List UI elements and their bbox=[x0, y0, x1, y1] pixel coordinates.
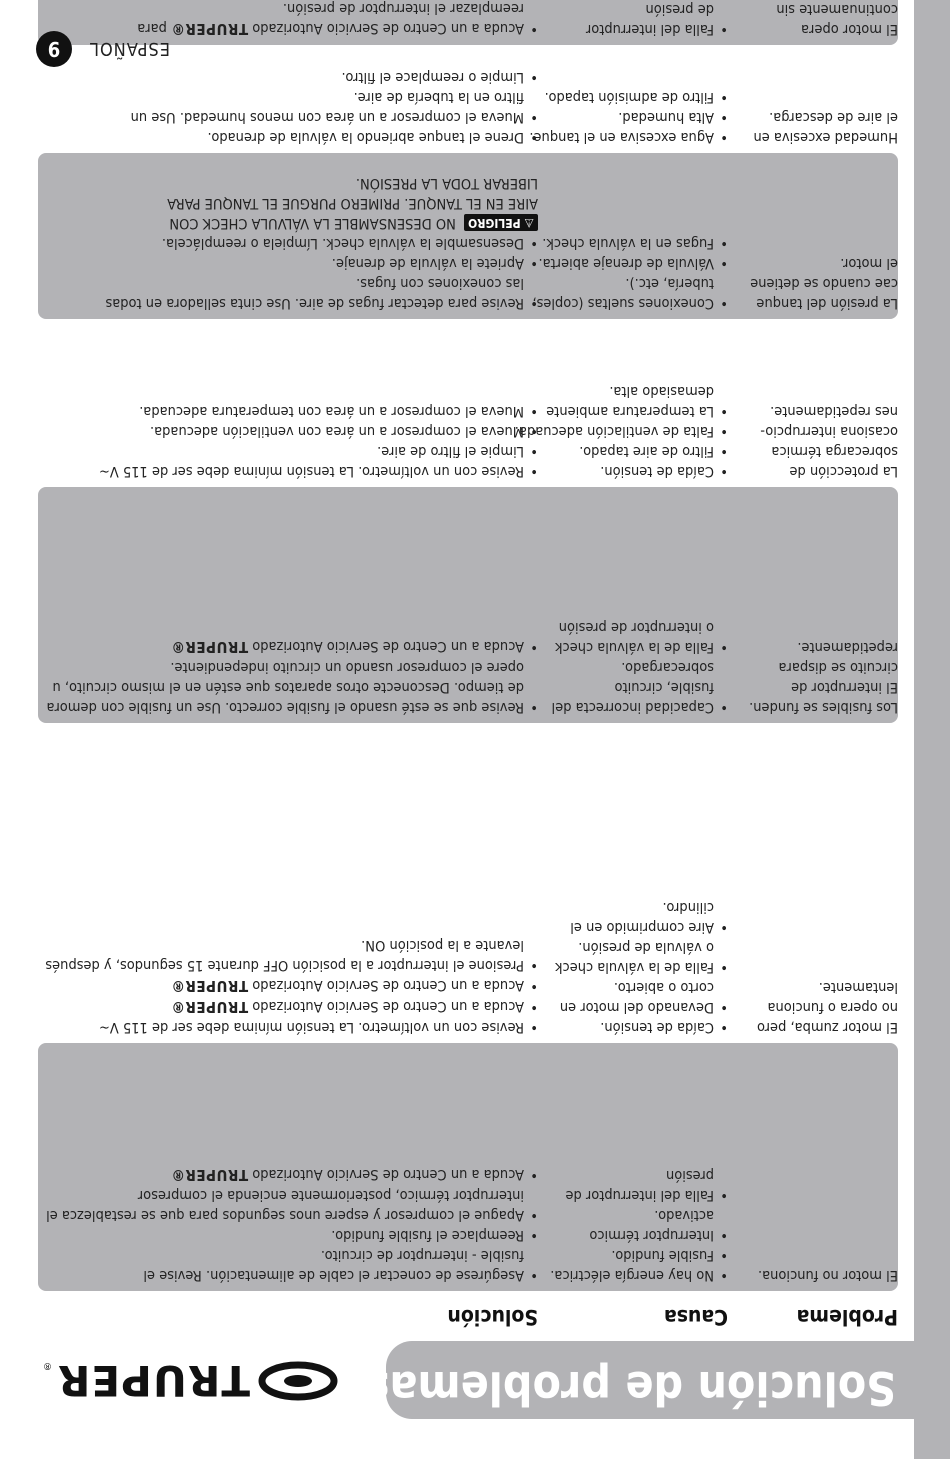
title-band bbox=[364, 1341, 914, 1419]
cause-text: cilindro. bbox=[662, 899, 714, 915]
solution-cell bbox=[40, 401, 538, 481]
cause-text: • Caída de tensión. bbox=[600, 463, 714, 479]
page-number: 9 bbox=[36, 31, 72, 67]
cause-cell bbox=[529, 87, 728, 147]
solution-text: • Mueva el compresor a un área con ventilación adecuada. bbox=[150, 423, 524, 439]
solution-text: • Revise con un voltímetro. La tensión mínima debe ser de 115 V~ bbox=[98, 463, 524, 479]
cause-text: • Filtro de aire tapado. bbox=[579, 443, 714, 459]
solution-text: • Acuda a un Centro de Servicio Autorizado TRUPER® bbox=[171, 638, 524, 656]
cause-cell bbox=[514, 381, 728, 481]
cause-item bbox=[550, 461, 728, 481]
cause-text: demasiado alta. bbox=[609, 383, 714, 399]
solution-text: • Apague el compresor y espere unos segundos para que se restablezca el bbox=[46, 1207, 524, 1223]
cause-text: • Falla del interruptor bbox=[585, 21, 714, 37]
problem-text: El interruptor de bbox=[791, 679, 898, 695]
cause-text: tubería, etc.). bbox=[625, 275, 714, 291]
language-label: ESPAÑOL bbox=[88, 38, 170, 59]
cause-text: • No hay energía eléctrica. bbox=[550, 1267, 714, 1283]
solution-text: • Drene el tanque abriendo la válvula de drenado. bbox=[207, 129, 524, 145]
cause-item bbox=[538, 253, 728, 273]
problem-text: lentamente. bbox=[818, 979, 898, 995]
problem-text: sobrecarga térmica bbox=[771, 443, 898, 459]
problem-text: El motor no funciona. bbox=[758, 1267, 898, 1283]
solution-item bbox=[40, 657, 538, 717]
solution-item bbox=[40, 273, 538, 313]
solution-item bbox=[40, 233, 538, 253]
solution-text: • Acuda a un Centro de Servicio Autorizado TRUPER® bbox=[171, 1166, 524, 1184]
solution-text: • Desensamble la válvula check. Límpiela o reemplácela. bbox=[161, 235, 524, 251]
solution-text: opere el compresor usando un circuito independiente. bbox=[170, 659, 524, 675]
cause-item bbox=[550, 441, 728, 461]
cause-item bbox=[550, 1265, 728, 1285]
problem-text: el aire de descarga. bbox=[769, 109, 898, 125]
problem-cell bbox=[748, 253, 898, 313]
truper-brand-text: TRUPER® bbox=[171, 638, 249, 656]
cause-text: fusible, circuito bbox=[614, 679, 714, 695]
problem-cell bbox=[748, 977, 898, 1037]
cause-text: • Falla del interruptor de bbox=[565, 1187, 714, 1203]
cause-item bbox=[550, 937, 728, 977]
solution-cell bbox=[40, 1164, 538, 1285]
solution-text: • Reemplace el fusible fundido. bbox=[331, 1227, 524, 1243]
warning-text: AIRE EN EL TANQUE. PRIMERO PURGUE EL TANQUE PARA bbox=[167, 195, 538, 211]
cause-text: de presión bbox=[645, 1, 714, 17]
cause-text: • Interruptor térmico bbox=[589, 1227, 714, 1243]
solution-text: filtro en la tubería de aire. bbox=[353, 89, 524, 105]
solution-cell bbox=[40, 935, 538, 1037]
problem-cell bbox=[748, 637, 898, 717]
column-header-cause: Causa bbox=[663, 1305, 728, 1329]
truper-logo bbox=[43, 1351, 338, 1405]
problem-text: cae cuando se detiene bbox=[750, 275, 898, 291]
table-row bbox=[38, 153, 898, 319]
problem-text: Los fusibles se funden. bbox=[749, 699, 898, 715]
solution-item bbox=[40, 67, 538, 87]
cause-text: • Fusible fundido. bbox=[611, 1247, 714, 1263]
solution-text: las conexiones con fugas. bbox=[356, 275, 524, 291]
solution-text: • Limpie o reemplace el filtro. bbox=[341, 69, 524, 85]
problem-text: circuito se dispara bbox=[778, 659, 898, 675]
solution-item bbox=[40, 935, 538, 975]
solution-item bbox=[40, 975, 538, 996]
cause-item bbox=[550, 1165, 728, 1205]
solution-text: interruptor térmico, posteriormente encienda el compresor bbox=[137, 1187, 524, 1203]
solution-text: • Mueva el compresor a un área con temperatura adecuada. bbox=[139, 403, 524, 419]
cause-text: • Caída de tensión. bbox=[600, 1019, 714, 1035]
solution-item bbox=[40, 1164, 538, 1185]
solution-item bbox=[40, 1245, 538, 1285]
cause-item bbox=[532, 273, 728, 313]
truper-brand-text: TRUPER® bbox=[171, 20, 249, 38]
cause-text: • Falla de la válvula check bbox=[554, 639, 714, 655]
problem-text: nes repetidamente. bbox=[770, 403, 898, 419]
problem-text: ocasiona interrupcio- bbox=[760, 423, 898, 439]
solution-item bbox=[40, 996, 538, 1017]
truper-brand-text: TRUPER® bbox=[171, 998, 249, 1016]
cause-text: corto o abierto. bbox=[613, 979, 714, 995]
page-edge-bar bbox=[914, 0, 950, 1459]
solution-item bbox=[40, 253, 538, 273]
cause-item bbox=[542, 233, 728, 253]
cause-text: • Válvula de drenaje abierta. bbox=[538, 255, 714, 271]
truper-logo-registered: ® bbox=[43, 1360, 52, 1371]
cause-text: activado. bbox=[654, 1207, 714, 1223]
problem-text: La presión del tanque bbox=[756, 295, 898, 311]
solution-text: • Acuda a un Centro de Servicio Autorizado TRUPER® bbox=[171, 977, 524, 995]
solution-item bbox=[40, 421, 538, 441]
page-footer bbox=[30, 27, 170, 67]
solution-item bbox=[40, 441, 538, 461]
problem-text: El motor opera bbox=[801, 21, 898, 37]
cause-text: • La temperatura ambiente bbox=[546, 403, 714, 419]
cause-item bbox=[546, 381, 728, 421]
cause-text: • Falla de la válvula check bbox=[554, 959, 714, 975]
cause-item bbox=[550, 1017, 728, 1037]
cause-item bbox=[550, 657, 728, 717]
cause-text: sobrecargado. bbox=[621, 659, 714, 675]
solution-item bbox=[40, 87, 538, 127]
cause-text: • Conexiones sueltas (coples, bbox=[532, 295, 714, 311]
cause-cell bbox=[550, 617, 728, 717]
table-row bbox=[38, 1043, 898, 1291]
problem-text: repetidamente. bbox=[797, 639, 898, 655]
solution-text: • Revise con un voltímetro. La tensión mínima debe ser de 115 V~ bbox=[98, 1019, 524, 1035]
cause-item bbox=[550, 107, 728, 127]
problem-cell bbox=[748, 0, 898, 39]
cause-item bbox=[550, 897, 728, 937]
cause-text: • Alta humedad. bbox=[618, 109, 714, 125]
cause-cell bbox=[550, 897, 728, 1037]
table-row bbox=[38, 319, 898, 487]
problem-cell bbox=[748, 401, 898, 481]
cause-text: o interruptor de presión bbox=[558, 619, 714, 635]
cause-text: • Aire comprimido en el bbox=[570, 919, 714, 935]
cause-item bbox=[529, 127, 728, 147]
column-header-problem: Problema bbox=[796, 1305, 898, 1329]
warning-text: ⚠ PELIGRO NO DESENSAMBLE LA VÁLVULA CHECK CON bbox=[40, 213, 538, 233]
solution-text: • Revise que se esté usando el fusible correcto. Use un fusible con demora bbox=[46, 699, 524, 715]
solution-item bbox=[40, 1225, 538, 1245]
solution-text: • Revise para detectar fugas de aire. Use cinta selladora en todas bbox=[105, 295, 524, 311]
table-header bbox=[38, 1295, 898, 1329]
solution-text: • Limpie el filtro de aire. bbox=[377, 443, 524, 459]
solution-text: • Asegúrese de conectar el cable de alimentación. Revise el bbox=[143, 1267, 524, 1283]
cause-cell bbox=[550, 0, 728, 39]
cause-text: presión bbox=[665, 1167, 714, 1183]
solution-text: levante a la posición ON. bbox=[361, 937, 524, 953]
cause-cell bbox=[532, 233, 728, 313]
solution-text: de tiempo. Desconecte otros aparatos que estén en el mismo circuito, u bbox=[52, 679, 524, 695]
table-row bbox=[38, 723, 898, 1043]
cause-item bbox=[550, 1205, 728, 1245]
cause-item bbox=[514, 421, 728, 441]
solution-cell bbox=[40, 636, 538, 717]
solution-item bbox=[40, 401, 538, 421]
cause-text: o válvula de presión. bbox=[578, 939, 714, 955]
solution-item bbox=[40, 461, 538, 481]
cause-text: • Falta de ventilación adecuada. bbox=[514, 423, 714, 439]
cause-item bbox=[544, 87, 728, 107]
danger-badge: ⚠ PELIGRO bbox=[464, 214, 538, 231]
warning-item bbox=[40, 173, 538, 233]
solution-item bbox=[40, 636, 538, 657]
solution-text: • Apriete la válvula de drenaje. bbox=[331, 255, 524, 271]
cause-item bbox=[550, 617, 728, 657]
problem-text: El motor zumba, pero bbox=[756, 1019, 898, 1035]
solution-cell bbox=[40, 173, 538, 313]
solution-text: • Acuda a un Centro de Servicio Autorizado TRUPER® bbox=[171, 998, 524, 1016]
truper-brand-text: TRUPER® bbox=[171, 1166, 249, 1184]
problem-text: continuamente sin bbox=[776, 1, 898, 17]
problem-text: el motor. bbox=[840, 255, 898, 271]
cause-text: • Devanado del motor en bbox=[559, 999, 714, 1015]
solution-item bbox=[40, 127, 538, 147]
solution-item bbox=[40, 1185, 538, 1225]
cause-text: • Agua excesiva en el tanque. bbox=[529, 129, 714, 145]
truper-logo-text: TRUPER bbox=[57, 1356, 250, 1405]
column-header-solution: Solución bbox=[447, 1305, 538, 1329]
warning-text: LIBERAR TODA LA PRESIÓN. bbox=[355, 175, 538, 191]
solution-cell bbox=[40, 67, 538, 147]
solution-item bbox=[40, 1017, 538, 1037]
truper-logo-mark-icon bbox=[258, 1359, 338, 1403]
problem-cell bbox=[748, 107, 898, 147]
cause-text: • Fugas en la válvula check. bbox=[542, 235, 714, 251]
problem-text: La protección de bbox=[789, 463, 898, 479]
cause-item bbox=[550, 0, 728, 39]
table-row bbox=[38, 487, 898, 723]
cause-cell bbox=[550, 1165, 728, 1285]
solution-text: • Presione el interruptor a la posición OFF durante 15 segundos, y después bbox=[45, 957, 524, 973]
solution-text: fusible - interruptor de circuito. bbox=[320, 1247, 524, 1263]
solution-text: reemplazar el interruptor de presión. bbox=[282, 0, 524, 16]
cause-item bbox=[550, 1245, 728, 1265]
solution-text: • Mueva el compresor a un área con menos humedad. Use un bbox=[130, 109, 524, 125]
solution-text: • Acuda a un Centro de Servicio Autorizado TRUPER® para bbox=[137, 20, 524, 38]
page-title: Solución de problemas bbox=[364, 1361, 896, 1415]
cause-item bbox=[550, 977, 728, 1017]
problem-cell bbox=[748, 1265, 898, 1285]
cause-text: • Capacidad incorrecta del bbox=[551, 699, 714, 715]
problem-text: Humedad excesiva en bbox=[753, 129, 898, 145]
cause-text: • Filtro de admisión tapado. bbox=[544, 89, 714, 105]
problem-text: no opera o funciona bbox=[767, 999, 898, 1015]
truper-brand-text: TRUPER® bbox=[171, 977, 249, 995]
